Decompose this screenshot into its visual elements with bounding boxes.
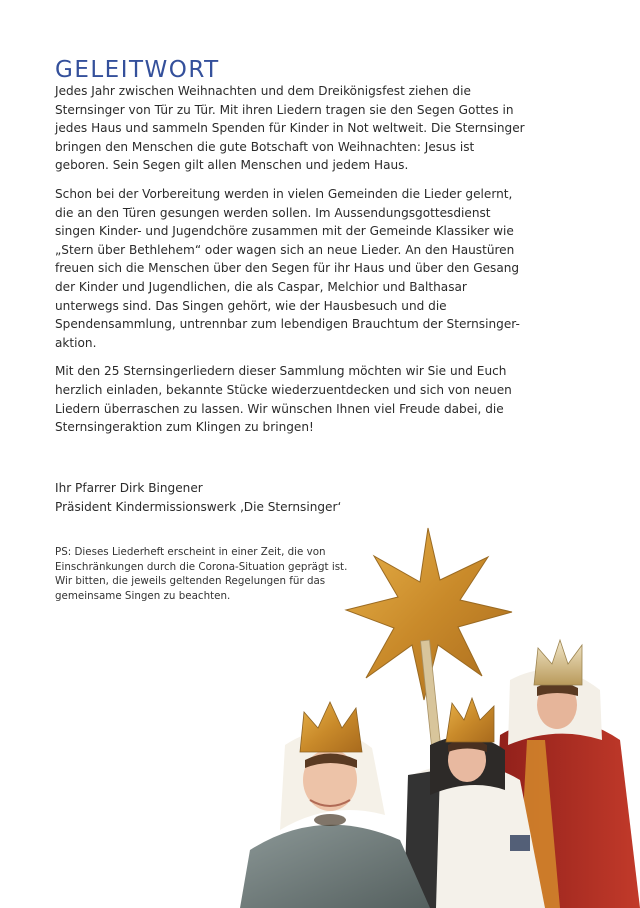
page-title: GELEITWORT xyxy=(55,57,220,84)
signature-name: Ihr Pfarrer Dirk Bingener xyxy=(55,481,203,495)
paragraph-2: Schon bei der Vorbereitung werden in vielen Gemeinden die Lieder gelernt, die an den Türen gesungen werden sollen. Im Aussendungsgottesdienst singen Kinder- und Jugendchöre zusammen mit der Gemeinde Klassiker wie „Stern über Bethlehem“ oder wagen sich an neue Lieder. An den Haustüren freuen sich die Menschen über den Segen für ihr Haus und über den Gesang der Kinder und Jugendlichen, die als Caspar, Melchior und Balthasar unterwegs sind. Das Singen gehört, wie der Hausbesuch und die Spendensammlung, untrennbar zum lebendigen Brauchtum der Sternsinger-aktion. xyxy=(55,186,520,350)
signature-title: Präsident Kindermissionswerk ‚Die Sternsinger‘ xyxy=(55,500,342,514)
postscript: PS: Dieses Liederheft erscheint in einer Zeit, die von Einschränkungen durch die Corona-Situation geprägt ist. Wir bitten, die jeweils geltenden Regelungen für das gemeinsame Singen zu beachten. xyxy=(55,546,348,602)
paragraph-3: Mit den 25 Sternsingerliedern dieser Sammlung möchten wir Sie und Euch herzlich einladen, bekannte Stücke wiederzuentdecken und sich von neuen Liedern überraschen zu lassen. Wir wünschen Ihnen viel Freude dabei, die Sternsingeraktion zum Klingen zu bringen! xyxy=(55,364,512,435)
paragraph-1: Jedes Jahr zwischen Weihnachten und dem Dreikönigsfest ziehen die Sternsinger von Tür zu Tür. Mit ihren Liedern tragen sie den Segen Gottes in jedes Haus und sammeln Spenden für Kinder in Not weltweit. Die Sternsinger bringen den Menschen die gute Botschaft von Weihnachten: Jesus ist geboren. Sein Segen gilt allen Menschen und jedem Haus. xyxy=(55,84,525,173)
child-left xyxy=(240,702,430,908)
